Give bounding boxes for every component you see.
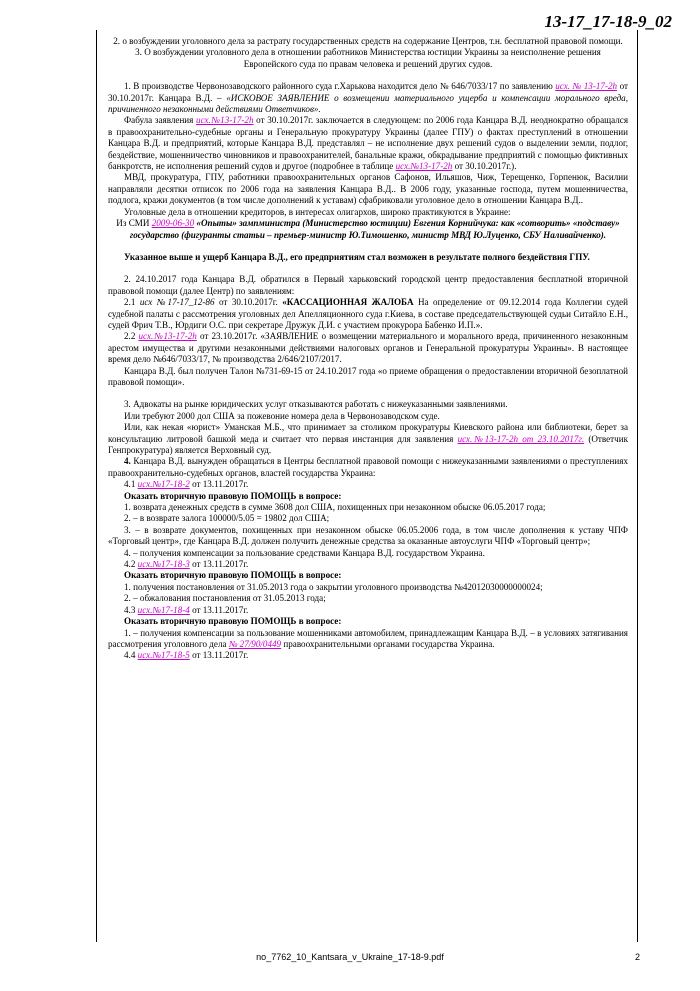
doc-link[interactable]: исх. № 13-17-2h <box>555 81 618 92</box>
paragraph: 3. Адвокаты на рынке юридических услуг отказываются работать с нижеуказанными заявлениями. <box>124 399 508 410</box>
list-item: 4. – получения компенсации за пользование средствами Канцара В.Д. государством Украина. <box>124 547 485 558</box>
paragraph: Канцара В.Д. был получен Талон №731-69-15 от 24.10.2017 года «о приеме обращения о предоставлении вторичной безоплатной правовой помощи». <box>108 365 628 387</box>
paragraph: 2.1 исх №17-17_12-86 от 30.10.2017г. «КАССАЦИОННАЯ ЖАЛОБА На определение от 09.12.2014 года Коллегии судей судебной палаты с рассмотрения уголовных дел Апелляционного суда г.Киева, в составе председательствующей судьи Ситайло Е.Н., судей Фрич Т.В., Юрдиги О.С. при секретаре Дружук Д.И. с участием прокурора Бабенко И.П.». <box>108 297 628 330</box>
subsection-ref: 4.4 исх.№17-18-5 от 13.11.2017г. <box>124 650 249 661</box>
doc-link[interactable]: исх.№17-18-2 <box>137 479 190 490</box>
doc-link[interactable]: исх №17-17_12-86 <box>139 297 215 308</box>
section-heading: Оказать вторичную правовую ПОМОЩЬ в вопросе: <box>124 490 342 501</box>
paragraph: Или, как некая «юрист» Уманская М.Б., что принимает за столиком прокуратуры Киевского района или библиотеки, берет за консультацию литровой башкой меда и считает что первая инстанция для заявления исх.№13-17-2h от 23.10.2017г. (Ответчик Генпрокуратура) является Верховный суд. <box>108 422 629 455</box>
section-heading: Оказать вторичную правовую ПОМОЩЬ в вопросе: <box>124 570 342 581</box>
paragraph: 4. Канцара В.Д. вынужден обращаться в Центры бесплатной правовой помощи с нижеуказанными заявлениями о преступлениях правоохранительно-судебных органов, властей государства Украина: <box>108 456 628 478</box>
paragraph: Фабула заявления исх.№13-17-2h от 30.10.2017г. заключается в следующем: по 2006 года Канцара В.Д. неоднократно обращался в правоохранительно-судебные органы и Генеральную прокуратуру Украины (далее ГПУ) о фактах преступлений в отношении Канцара В.Д. и предприятий, которые Канцара В.Д. представлял – не исполнение двух решений судов о выделении земли, подлог, бездействие, мошенничество чиновников и правоохранителей, банальные кражи, обкрадывание предприятий с помощью фиктивных банкротств, не исполнения решений судов и другое (подробнее в таблице исх.№13-17-2h от 30.10.2017г.). <box>108 115 629 172</box>
paragraph: Уголовные дела в отношении кредиторов, в интересах олигархов, широко практикуются в Украине: <box>124 206 511 217</box>
doc-link[interactable]: 2009-06-30 <box>151 218 195 229</box>
quote: Из СМИ 2009-06-30 «Опыты» зампминистра (Министерство юстиции) Евгения Корнийчука: как «сотворить» «подставу» государство (фигуранты статьи – премьер-министр Ю.Тимошенко, министр МВД Ю.Луценко, СБУ Наливайченко). <box>116 218 620 240</box>
doc-link[interactable]: исх.№13-17-2h <box>196 115 254 126</box>
list-item: 2. – в возврате залога 100000/5.05 = 19802 дол США; <box>124 513 330 524</box>
doc-link[interactable]: № 27/90/0449 <box>228 638 282 649</box>
doc-link[interactable]: исх.№17-18-5 <box>137 650 190 661</box>
doc-link[interactable]: исх.№13-17-2h <box>395 161 453 172</box>
subsection-ref: 4.1 исх.№17-18-2 от 13.11.2017г. <box>124 479 249 490</box>
document-id-header: 13-17_17-18-9_02 <box>544 12 672 31</box>
subsection-ref: 4.2 исх.№17-18-3 от 13.11.2017г. <box>124 559 249 570</box>
list-item: 1. получения постановления от 31.05.2013 года о закрытии уголовного производства №42012030000000024; <box>124 581 543 592</box>
paragraph: МВД, прокуратура, ГПУ, работники правоохранительных органов Сафонов, Ильяшов, Чиж, Терещенко, Горпенюк, Василии направляли десятки отписок по 2006 года на заявления Канцара В.Д.. В 2006 году, указанные господа, путем мошенничества, подлога, кражи документов (в том числе дополнений к уставам) сфабриковали уголовное дело в отношении Канцара В.Д.. <box>108 172 628 206</box>
doc-link[interactable]: исх.№13-17-2h <box>138 331 197 342</box>
doc-link[interactable]: исх.№17-18-3 <box>137 559 190 570</box>
paragraph: 2.2 исх.№13-17-2h от 23.10.2017г. «ЗАЯВЛЕНИЕ о возмещении материального и морального вреда, причиненного незаконным арестом имущества и другими незаконными действиями налоговых органов и Генеральной прокуратуры Украины». В настоящее время дело №646/7033/17, № производства 2/646/2107/2017. <box>108 331 628 365</box>
bold-statement: Указанное выше и ущерб Канцара В.Д., его предприятиям стал возможен в результате полного бездействия ГПУ. <box>124 251 590 262</box>
paragraph: 1. В производстве Червонозаводского районного суда г.Харькова находится дело № 646/7033/17 по заявлению исх. № 13-17-2h от 30.10.2017г. Канцара В.Д. – «ИСКОВОЕ ЗАЯВЛЕНИЕ о возмещении материального ущерба и компенсации морального вреда, причиненного незаконными действиями Ответчиков». <box>108 81 628 115</box>
subsection-ref: 4.3 исх.№17-18-4 от 13.11.2017г. <box>124 604 249 615</box>
section-heading: Оказать вторичную правовую ПОМОЩЬ в вопросе: <box>124 616 342 627</box>
list-item: 3. – в возврате документов, похищенных при незаконном обыске 06.05.2006 года, в том числе дополнения к уставу ЧПФ «Торговый центр», где Канцара В.Д. должен получить денежные средства за оказанные автоуслуги ЧПФ «Торговый центр»; <box>108 524 628 547</box>
paragraph: 3. О возбуждении уголовного дела в отношении работников Министерства юстиции Украины за неисполнение решения Европейского суда по правам человека и решений других судов. <box>135 47 601 69</box>
page-number: 2 <box>634 952 640 962</box>
list-item: 1. – получения компенсации за пользование мошенниками автомобилем, принадлежащим Канцара В.Д. – в условиях затягивания рассмотрения уголовного дела № 27/90/0449 правоохранительными органами государства Украина. <box>108 627 628 649</box>
document-body <box>108 36 628 662</box>
paragraph: 2. 24.10.2017 года Канцара В.Д. обратился в Первый харьковский городской центр предоставления бесплатной вторичной правовой помощи (далее Центр) по заявлениям: <box>108 274 628 296</box>
footer-filename: no_7762_10_Kantsara_v_Ukraine_17-18-9.pdf <box>256 952 444 962</box>
paragraph: Или требуют 2000 дол США за пожевоние номера дела в Червонозаводском суде. <box>124 410 440 421</box>
list-item: 2. – обжалования постановления от 31.05.2013 года; <box>124 593 326 604</box>
list-item: 1. возврата денежных средств в сумме 3608 дол США, похищенных при незаконном обыске 06.05.2017 года; <box>124 502 546 513</box>
doc-link[interactable]: исх.№17-18-4 <box>137 604 190 615</box>
paragraph: 2. о возбуждении уголовного дела за растрату государственных средств на содержание Центров, т.н. бесплатной правовой помощи. <box>113 36 623 46</box>
doc-link[interactable]: исх.№13-17-2h от 23.10.2017г. <box>457 433 585 444</box>
